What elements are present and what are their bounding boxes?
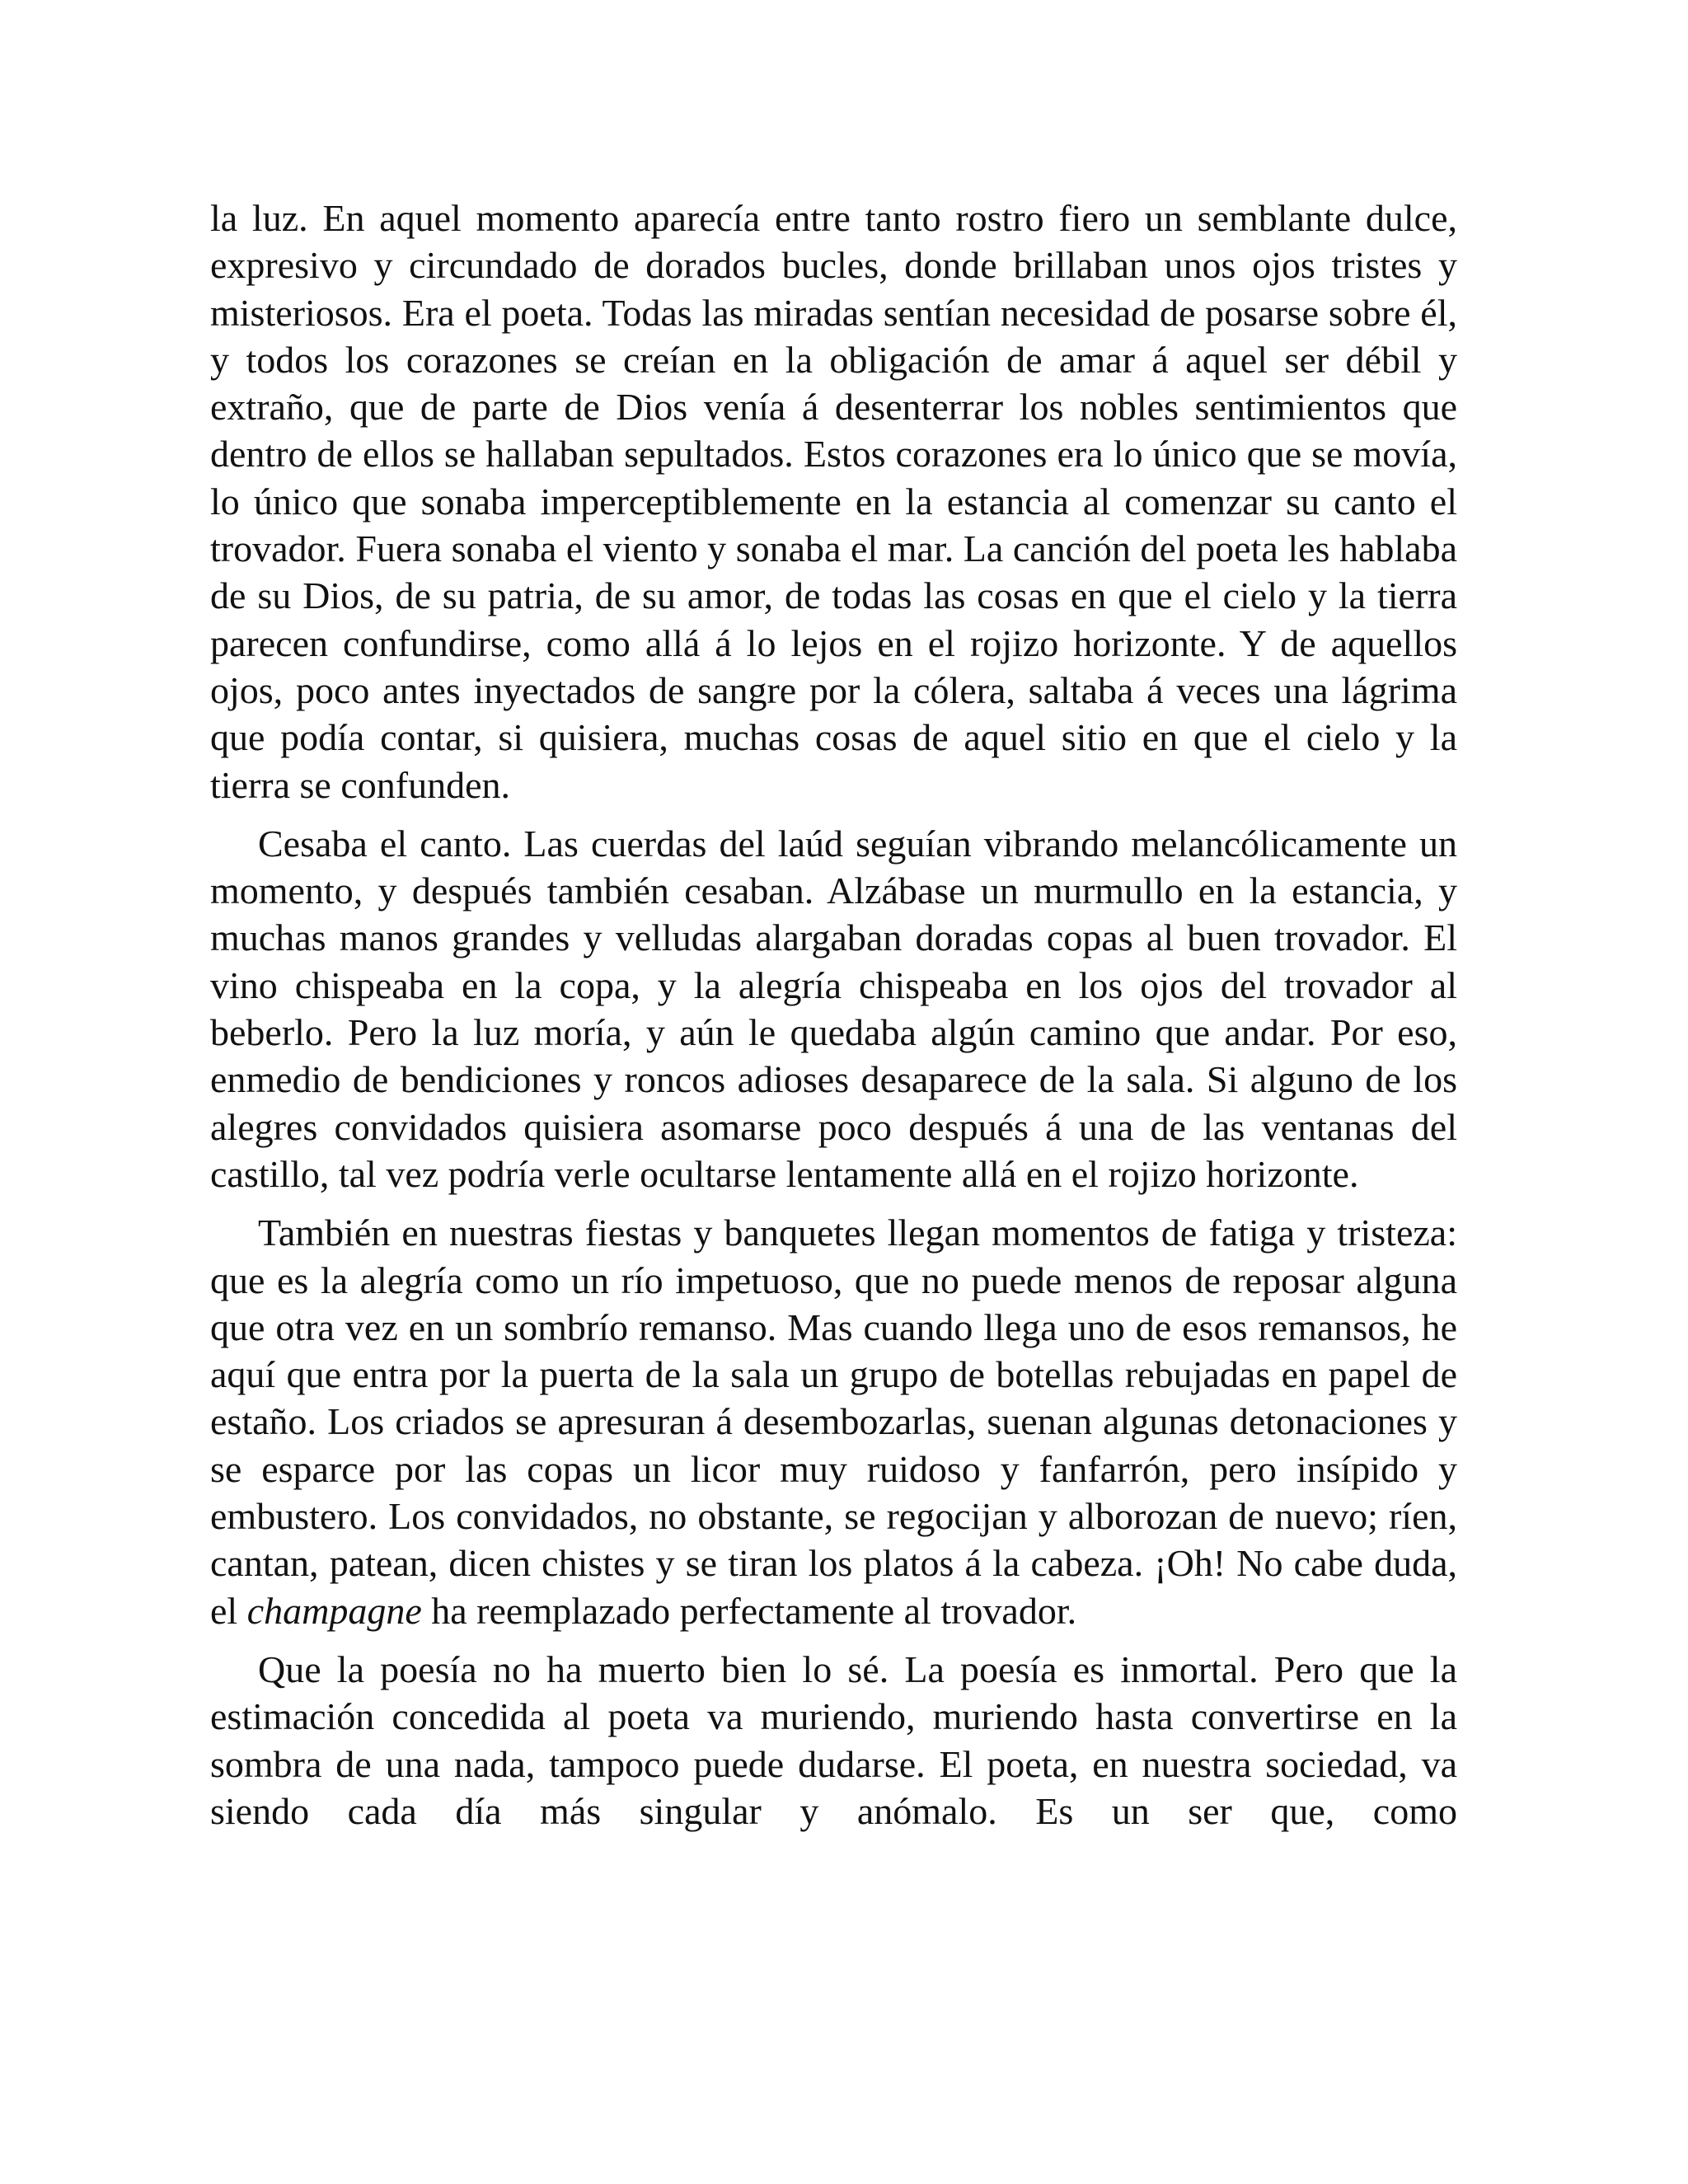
paragraph-3-italic-word: champagne xyxy=(246,1589,422,1632)
body-text xyxy=(210,194,1457,1835)
paragraph-3 xyxy=(210,1209,1457,1634)
paragraph-1: la luz. En aquel momento aparecía entre tanto rostro fiero un semblante dulce, expresivo y circundado de dorados bucles, donde brillaban unos ojos tristes y misteriosos. Era el poeta. Todas las miradas sentían necesidad de posarse sobre él, y todos los corazones se creían en la obligación de amar á aquel ser débil y extraño, que de parte de Dios venía á desenterrar los nobles sentimientos que dentro de ellos se hallaban sepultados. Estos corazones era lo único que se movía, lo único que sonaba imperceptiblemente en la estancia al comenzar su canto el trovador. Fuera sonaba el viento y sonaba el mar. La canción del poeta les hablaba de su Dios, de su patria, de su amor, de todas las cosas en que el cielo y la tierra parecen confundirse, como allá á lo lejos en el rojizo horizonte. Y de aquellos ojos, poco antes inyectados de sangre por la cólera, saltaba á veces una lágrima que podía contar, si quisiera, muchas cosas de aquel sitio en que el cielo y la tierra se confunden. xyxy=(210,197,1457,806)
paragraph-3-text-after: ha reemplazado perfectamente al trovador. xyxy=(421,1589,1077,1632)
paragraph-2: Cesaba el canto. Las cuerdas del laúd seguían vibrando melancólicamente un momento, y después también cesaban. Alzábase un murmullo en la estancia, y muchas manos grandes y velludas alargaban doradas copas al buen trovador. El vino chispeaba en la copa, y la alegría chispeaba en los ojos del trovador al beberlo. Pero la luz moría, y aún le quedaba algún camino que andar. Por eso, enmedio de bendiciones y roncos adioses desaparece de la sala. Si alguno de los alegres convidados quisiera asomarse poco después á una de las ventanas del castillo, tal vez podría verle ocultarse lentamente allá en el rojizo horizonte. xyxy=(210,822,1457,1195)
paragraph-4: Que la poesía no ha muerto bien lo sé. La poesía es inmortal. Pero que la estimación concedida al poeta va muriendo, muriendo hasta convertirse en la sombra de una nada, tampoco puede dudarse. El poeta, en nuestra sociedad, va siendo cada día más singular y anómalo. Es un ser que, como xyxy=(210,1647,1457,1832)
paragraph-3-text-before: También en nuestras fiestas y banquetes llegan momentos de fatiga y tristeza: que es la alegría como un río impetuoso, que no puede menos de reposar alguna que otra vez en un sombrío remanso. Mas cuando llega uno de esos remansos, he aquí que entra por la puerta de la sala un grupo de botellas rebujadas en papel de estaño. Los criados se apresuran á desembozarlas, suenan algunas detonaciones y se esparce por las copas un licor muy ruidoso y fanfarrón, pero insípido y embustero. Los convidados, no obstante, se regocijan y alborozan de nuevo; ríen, cantan, patean, dicen chistes y se tiran los platos á la cabeza. ¡Oh! No cabe duda, el xyxy=(210,1212,1457,1632)
